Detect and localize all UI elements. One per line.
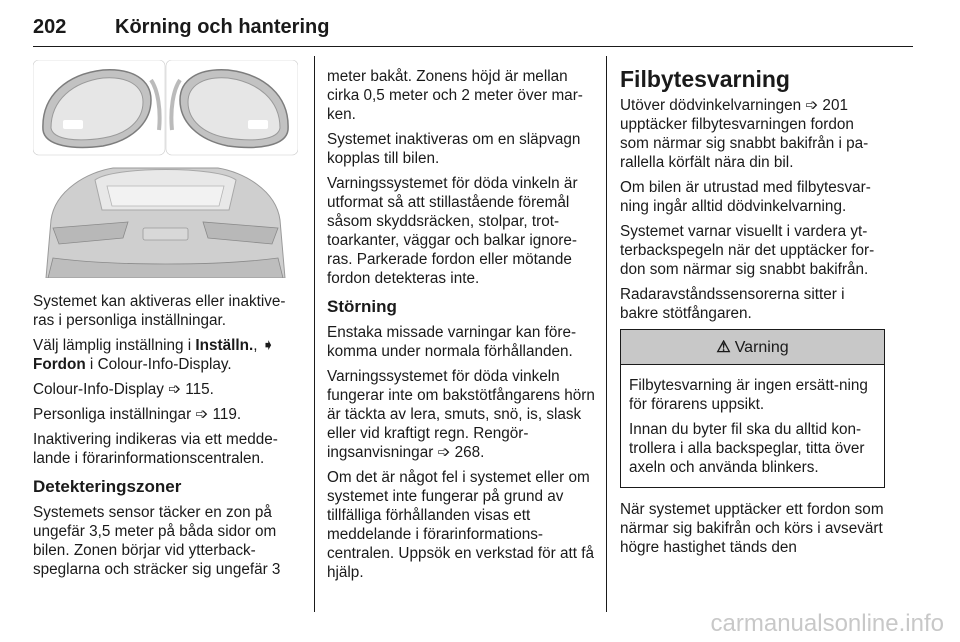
- paragraph: Radaravståndssensorerna sitter i bakre stötfångaren.: [620, 286, 845, 322]
- paragraph: Systemet inaktiveras om en släpvagn kopplas till bilen.: [327, 131, 581, 167]
- warning-box: [620, 329, 885, 488]
- column-2: [327, 67, 597, 588]
- column-divider: [606, 56, 607, 612]
- blind-spot-symbol-icon: [248, 120, 268, 129]
- page-header: [33, 6, 913, 44]
- column-divider: [314, 56, 315, 612]
- right-mirror-graphic: [166, 60, 298, 155]
- paragraph: Systemets sensor täcker en zon på ungefär 3,5 meter på båda sidor om bilen. Zonen börjar vid ytterback-speglarna och sträcker sig ungefär 3: [33, 504, 281, 578]
- text-fragment: , ➧: [253, 337, 275, 354]
- blind-spot-illustration: [33, 60, 298, 278]
- paragraph: Filbytesvarning är ingen ersätt-ning för förarens uppsikt.: [629, 377, 868, 413]
- paragraph: Om bilen är utrustad med filbytesvar-ning ingår alltid dödvinkelvarning.: [620, 179, 871, 215]
- menu-term: Inställn.: [195, 337, 254, 354]
- warning-header: [621, 330, 884, 365]
- paragraph: Inaktivering indikeras via ett medde-lande i förarinformationscentralen.: [33, 431, 278, 467]
- paragraph: Varningssystemet för döda vinkeln är utformat så att stillastående föremål såsom skyddsräcken, stolpar, trot-toarkanter, väggar och balkar ignore-ras. Parkerade fordon eller mötande fordon detekteras inte.: [327, 175, 578, 287]
- warning-body: [621, 365, 884, 487]
- page-number: 202: [33, 16, 67, 38]
- paragraph: [33, 336, 305, 374]
- paragraph: meter bakåt. Zonens höjd är mellan cirka 0,5 meter och 2 meter över mar-ken.: [327, 68, 583, 123]
- text-fragment: i Colour-Info-Display.: [85, 356, 232, 373]
- text-fragment: Välj lämplig inställning i: [33, 337, 196, 354]
- section-heading: Detekteringszoner: [33, 477, 182, 496]
- column-3: [620, 66, 885, 563]
- paragraph: Utöver dödvinkelvarningen ➩ 201 upptäcker filbytesvarningen fordon som närmar sig snabbt bakifrån i pa-rallella körfält nära din bil.: [620, 97, 869, 171]
- blind-spot-symbol-icon: [63, 120, 83, 129]
- warning-triangle-icon: ⚠: [716, 338, 731, 356]
- header-rule: [33, 46, 913, 47]
- section-title: Filbytesvarning: [620, 66, 790, 92]
- paragraph: Systemet varnar visuellt i vardera yt-terbackspegeln när det upptäcker for-don som närmar sig snabbt bakifrån.: [620, 223, 875, 278]
- menu-term: Fordon: [33, 356, 86, 373]
- watermark: carmanualsonline.info: [710, 610, 944, 637]
- cross-reference: Colour-Info-Display ➩ 115.: [33, 381, 214, 398]
- chapter-title: Körning och hantering: [115, 16, 330, 38]
- cross-reference: Personliga inställningar ➩ 119.: [33, 406, 242, 423]
- car-rear-graphic: [46, 168, 285, 278]
- paragraph: Om det är något fel i systemet eller om systemet inte fungerar på grund av tillfälliga förhållanden visas ett meddelande i förarinformations-centralen. Uppsök en verkstad för att få hjälp.: [327, 469, 594, 581]
- paragraph: Systemet kan aktiveras eller inaktive-ras i personliga inställningar.: [33, 293, 286, 329]
- warning-title: Varning: [734, 338, 789, 356]
- paragraph: Innan du byter fil ska du alltid kon-trollera i alla backspeglar, titta över axeln och använda blinkers.: [629, 421, 865, 476]
- section-heading: Störning: [327, 297, 397, 316]
- column-1: [33, 292, 305, 585]
- paragraph: Varningssystemet för döda vinkeln fungerar inte om bakstötfångarens hörn är täckta av lera, smuts, snö, is, slask eller vid kraftigt regn. Rengör-ingsanvisningar ➩ 268.: [327, 368, 595, 461]
- left-mirror-graphic: [33, 60, 165, 155]
- paragraph: Enstaka missade varningar kan före-komma under normala förhållanden.: [327, 324, 577, 360]
- paragraph: När systemet upptäcker ett fordon som närmar sig bakifrån och körs i avsevärt högre hastighet tänds den: [620, 501, 884, 556]
